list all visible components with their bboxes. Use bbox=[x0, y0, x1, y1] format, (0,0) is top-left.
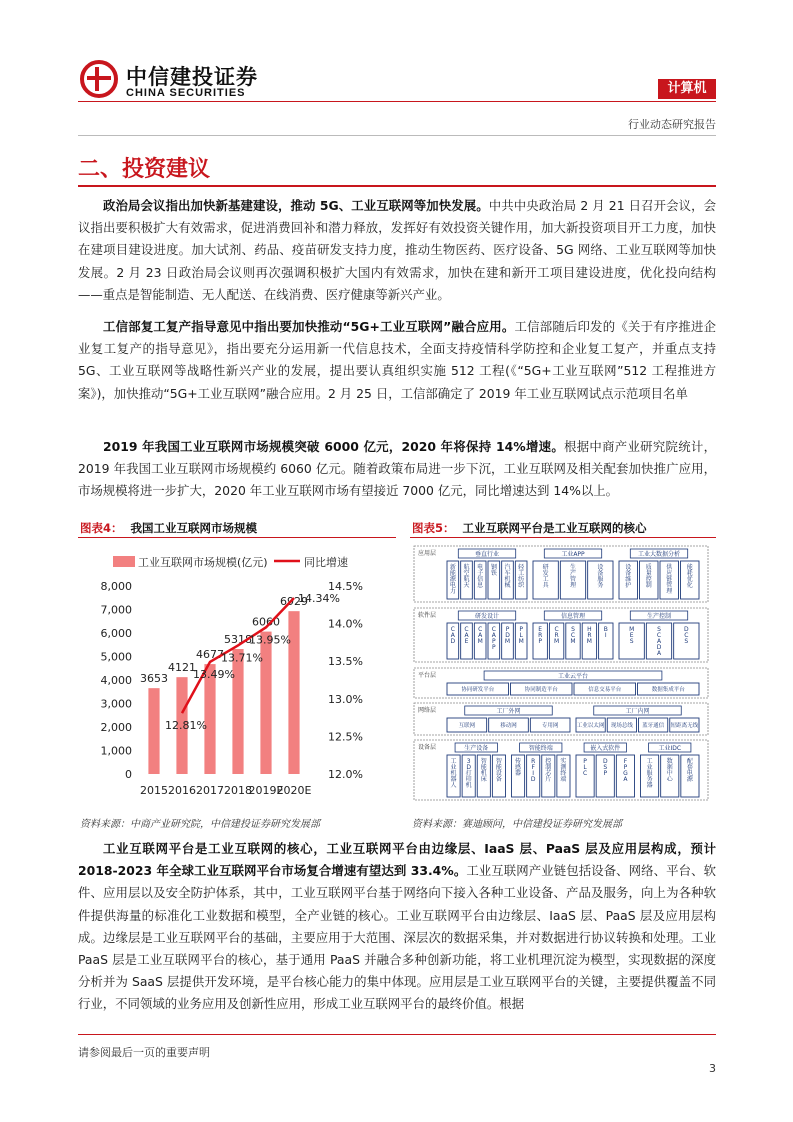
item-label: C A D bbox=[450, 626, 456, 645]
brand-name-en: CHINA SECURITIES bbox=[126, 87, 246, 99]
line-label: 13.95% bbox=[249, 633, 291, 647]
group-title: 研发设计 bbox=[474, 613, 500, 621]
item-label: H R M bbox=[586, 626, 592, 645]
item-label: 现场总线 bbox=[610, 723, 633, 729]
item-label: 工业机器人 bbox=[450, 758, 457, 789]
legend-bar-label: 工业互联网市场规模(亿元) bbox=[138, 556, 268, 569]
y-tick-label: 7,000 bbox=[100, 603, 132, 617]
item-label: 信息交易平台 bbox=[588, 687, 622, 693]
header-subdivider bbox=[78, 135, 716, 136]
item-label: 数据中心 bbox=[666, 758, 673, 783]
y2-tick-label: 12.0% bbox=[328, 768, 363, 781]
paragraph-4 bbox=[78, 838, 716, 1016]
paragraph-3-body: 根据中商产业研究院统计，2019 年我国工业互联网市场规模约 6060 亿元。随着政策布局进一步下沉，工业互联网及相关配套加快推广应用，市场规模将进一步扩大，2020 年工业互联网市场有望接近 7000 亿元，同比增速达到 14%以上。 bbox=[78, 439, 717, 499]
paragraph-3 bbox=[78, 436, 716, 503]
item-label: D C S bbox=[684, 626, 689, 645]
section-title: 二、投资建议 bbox=[78, 157, 211, 182]
figure4-caption bbox=[80, 520, 257, 536]
x-tick-label: 2015 bbox=[140, 784, 168, 797]
layer-label: 应用层 bbox=[418, 550, 437, 557]
item-label: S C M bbox=[570, 626, 576, 645]
brand-logo-icon bbox=[80, 60, 118, 98]
y2-tick-label: 12.5% bbox=[328, 730, 363, 744]
y-tick-label: 5,000 bbox=[100, 650, 132, 664]
group-title: 信息管理 bbox=[560, 613, 586, 621]
item-label: 智能机床 bbox=[480, 758, 487, 783]
paragraph-1-body: 中共中央政治局 2 月 21 日召开会议，会议指出要积极扩大有效需求，促进消费回补和潜力释放，发挥好有效投资关键作用，加大新投资项目开工力度，加快在建项目建设进度。加大试剂、药品、疫苗研发支持力度，推动生物医药、医疗设备、5G 网络、工业互联网等加快发展。2 月 23 日政治局会议则再次强调积极扩大国内有效需求，加快在建和新开工项目建设进度，优化投向结构——重点是智能制造、无人配送、在线消费、医疗健康等新兴产业。 bbox=[78, 198, 717, 302]
layer-label: 软件层 bbox=[418, 612, 437, 619]
item-label: 工业以太网 bbox=[576, 723, 605, 729]
item-label: 电子信息 bbox=[477, 564, 484, 589]
paragraph-4-body: 工业互联网产业链包括设备、网络、平台、软件、应用层以及安全防护体系，其中，工业互联网平台基于网络向下接入各种工业设备、产品及服务，向上为各种软件提供海量的标准化工业数据和模型，全产业链的核心。工业互联网平台由边缘层、IaaS 层、PaaS 层及应用层构成。边缘层是工业互联网平台的基础，主要应用于大范围、深层次的数据采集，并对数据进行协议转换和处理。工业 PaaS 层是工业互联网平台的核心，基于通用 PaaS 并融合多种创新功能，将工业机理沉淀为模型，实现数据的深度分析并为 SaaS 层提供开发环境，是平台核心能力的集中体现。应用层是工业互联网平台的关键，主要提供覆盖不同行业，不同领域的业务应用及创新性应用，形成工业互联网平台的最终价值。根据 bbox=[78, 863, 717, 1012]
line-label: 13.49% bbox=[193, 667, 235, 681]
item-label: E R P bbox=[538, 626, 543, 645]
paragraph-3-lead: 2019 年我国工业互联网市场规模突破 6000 亿元，2020 年将保持 14%增速。 bbox=[103, 439, 565, 454]
y-tick-label: 2,000 bbox=[100, 721, 132, 734]
paragraph-2-lead: 工信部复工复产指导意见中指出要加快推动“5G+工业互联网”融合应用。 bbox=[103, 319, 515, 334]
item-label: F P G A bbox=[623, 758, 628, 783]
header-divider bbox=[78, 101, 716, 102]
x-tick-label: 2018 bbox=[224, 784, 252, 797]
item-label: C A M bbox=[477, 626, 483, 645]
y-tick-label: 1,000 bbox=[100, 744, 132, 758]
layer-label: 平台层 bbox=[418, 672, 437, 679]
item-label: 蓝牙通信 bbox=[642, 723, 665, 729]
item-label: 研发工具 bbox=[542, 564, 549, 589]
item-label: 质量控制 bbox=[645, 564, 652, 589]
item-label: 配套电源 bbox=[686, 758, 693, 783]
paragraph-1 bbox=[78, 195, 716, 306]
group-title: 生产控制 bbox=[646, 613, 672, 621]
chart-legend bbox=[113, 555, 348, 569]
bar-2015 bbox=[148, 688, 159, 774]
layer-label: 网络层 bbox=[418, 707, 437, 714]
y-axis-left bbox=[101, 580, 133, 781]
item-label: 协同制造平台 bbox=[524, 687, 558, 693]
item-label: 移动网 bbox=[500, 723, 517, 729]
x-tick-label: 2020E bbox=[276, 784, 312, 797]
item-label: 实测终端 bbox=[560, 758, 567, 783]
figure5-source: 资料来源：赛迪顾问，中信建投证券研究发展部 bbox=[412, 819, 622, 830]
line-label: 14.34% bbox=[298, 592, 340, 606]
y2-tick-label: 13.0% bbox=[328, 692, 363, 706]
platform-architecture-diagram bbox=[410, 540, 716, 806]
group-title: 工业云平台 bbox=[557, 673, 589, 681]
report-type: 行业动态研究报告 bbox=[628, 118, 716, 131]
x-axis bbox=[140, 784, 312, 797]
figure4-title: 我国工业互联网市场规模 bbox=[130, 521, 258, 535]
item-label: P L C bbox=[582, 758, 588, 777]
item-label: C A P P bbox=[491, 626, 496, 651]
item-label: 数据集成平台 bbox=[651, 687, 685, 693]
item-label: 智能设备 bbox=[495, 758, 502, 783]
item-label: 设备服务 bbox=[597, 564, 604, 589]
paragraph-2 bbox=[78, 316, 716, 405]
item-label: 传感器 bbox=[515, 758, 522, 777]
figure4-source: 资料来源：中商产业研究院，中信建投证券研究发展部 bbox=[80, 819, 320, 830]
y-tick-label: 0 bbox=[125, 768, 132, 781]
group-title: 生产设备 bbox=[464, 745, 489, 753]
paragraph-4-lead: 工业互联网平台是工业互联网的核心，工业互联网平台由边缘层、IaaS 层、PaaS 层及应用层构成，预计 2018-2023 年全球工业互联网平台市场复合增速有望达到 33.4%。 bbox=[78, 841, 716, 879]
bar-label-2016: 4121 bbox=[168, 661, 196, 675]
bar-label-2017: 4677 bbox=[196, 648, 224, 662]
figure4-label: 图表4： bbox=[80, 521, 123, 535]
x-tick-label: 2017 bbox=[196, 784, 224, 797]
item-label: R F I D bbox=[530, 758, 536, 783]
bar-label-2015: 3653 bbox=[140, 672, 168, 686]
y-tick-label: 8,000 bbox=[100, 580, 132, 593]
paragraph-1-lead: 政治局会议指出加快新基建建设，推动 5G、工业互联网等加快发展。 bbox=[103, 198, 489, 213]
footer-divider bbox=[78, 1034, 716, 1035]
item-label: 能耗优化 bbox=[686, 564, 693, 589]
layer-label: 设备层 bbox=[418, 744, 437, 751]
group-title: 工业APP bbox=[561, 551, 585, 559]
item-label: P D M bbox=[504, 626, 511, 645]
paragraph-2-body: 工信部随后印发的《关于有序推进企业复工复产的指导意见》，指出要充分运用新一代信息技术，全面支持疫情科学防控和企业复工复产，并重点支持 5G、工业互联网等战略性新兴产业的发展，提出要认真组织实施 512 工程(《“5G+工业互联网”512 工程推进方案》)，加快推动“5G+工业互联网”融合应用。2 月 25 日，工信部确定了 2019 年工业互联网试点示范项目名单 bbox=[78, 319, 716, 401]
item-label: 互联网 bbox=[458, 723, 476, 729]
group-title: 智能终端 bbox=[528, 745, 553, 753]
line-label: 13.71% bbox=[221, 651, 263, 665]
y2-tick-label: 14.5% bbox=[328, 580, 363, 593]
y-tick-label: 6,000 bbox=[100, 627, 132, 640]
group-title: 工业IDC bbox=[658, 745, 682, 753]
y-tick-label: 4,000 bbox=[100, 674, 132, 687]
figure5-caption bbox=[412, 520, 647, 536]
item-label: 汽车机械 bbox=[504, 564, 511, 589]
item-label: B I bbox=[603, 626, 608, 639]
item-label: 控制芯片 bbox=[545, 758, 552, 783]
item-label: 新能源电力 bbox=[449, 564, 456, 595]
footer-disclaimer: 请参阅最后一页的重要声明 bbox=[78, 1046, 210, 1059]
item-label: 设备维护 bbox=[625, 564, 632, 589]
bar-label-2018: 5318 bbox=[224, 633, 252, 647]
item-label: C R M bbox=[554, 626, 560, 645]
item-label: 生产管理 bbox=[569, 564, 577, 589]
x-tick-label: 2016 bbox=[168, 784, 196, 797]
item-label: 航空航天 bbox=[463, 564, 470, 589]
line-label: 12.81% bbox=[165, 719, 207, 733]
item-label: P L M bbox=[518, 626, 524, 645]
y2-tick-label: 13.5% bbox=[328, 655, 363, 669]
item-label: 专用网 bbox=[541, 723, 559, 729]
section-divider bbox=[78, 185, 716, 187]
item-label: 3 D 打印机 bbox=[465, 758, 472, 789]
item-label: D S P bbox=[602, 758, 608, 777]
figure4-divider bbox=[78, 537, 396, 538]
item-label: M E S bbox=[629, 626, 635, 645]
brand-name-cn: 中信建投证券 bbox=[126, 64, 258, 89]
y2-tick-label: 14.0% bbox=[328, 617, 363, 631]
y-tick-label: 3,000 bbox=[100, 697, 132, 711]
legend-line-label: 同比增速 bbox=[304, 556, 348, 569]
y-axis-right bbox=[328, 580, 363, 781]
x-tick-label: 2019E bbox=[248, 784, 284, 797]
item-label: 短距离无线 bbox=[670, 723, 699, 729]
group-title: 工业大数据分析 bbox=[637, 551, 681, 559]
group-title: 工厂外网 bbox=[496, 708, 521, 716]
item-label: 协同研发平台 bbox=[461, 687, 495, 693]
sector-tag: 计算机 bbox=[658, 79, 716, 99]
page-number: 3 bbox=[709, 1062, 716, 1075]
group-title: 工厂内网 bbox=[625, 708, 650, 716]
group-title: 垂直行业 bbox=[474, 551, 500, 559]
item-label: 供应链管理 bbox=[666, 564, 673, 595]
item-label: 钢铁 bbox=[490, 564, 497, 577]
item-label: S C A D A bbox=[656, 626, 662, 657]
figure5-divider bbox=[410, 537, 716, 538]
legend-bar-swatch bbox=[113, 556, 135, 567]
figure5-label: 图表5： bbox=[412, 521, 455, 535]
bar-label-2020E: 6929 bbox=[280, 595, 308, 609]
figure5-title: 工业互联网平台是工业互联网的核心 bbox=[462, 521, 647, 535]
item-label: 轻工纺织 bbox=[518, 564, 525, 589]
bar-label-2019E: 6060 bbox=[252, 615, 280, 629]
item-label: 工业服务器 bbox=[646, 758, 653, 789]
item-label: C A E bbox=[464, 626, 469, 645]
group-title: 嵌入式软件 bbox=[590, 745, 621, 753]
market-size-chart bbox=[78, 540, 396, 806]
